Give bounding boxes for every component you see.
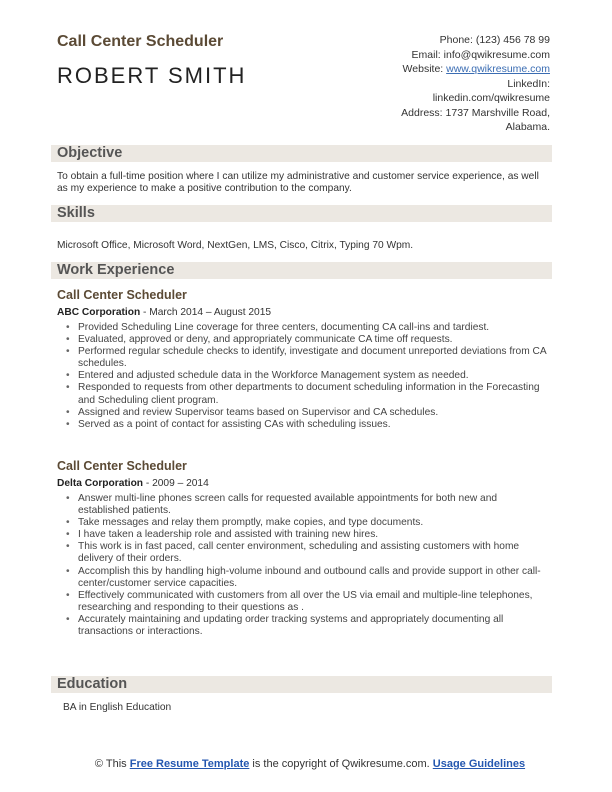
candidate-name: ROBERT SMITH [57,63,247,88]
website-link[interactable]: www.qwikresume.com [446,63,550,75]
work-heading: Work Experience [57,262,175,278]
list-item: • Assigned and review Supervisor teams based on Supervisor and CA schedules. [66,407,550,419]
job-2-company: Delta Corporation [57,478,144,489]
linkedin-value: linkedin.com/qwikresume [432,92,550,104]
list-item: • Effectively communicated with customers from all over the US via email and multiple-line telephones, researching and responding to their questions as . [66,590,550,614]
objective-heading: Objective [57,145,123,161]
list-item: • Evaluated, approved or deny, and appropriately communicate CA time off requests. [66,334,550,346]
job-1-title: Call Center Scheduler [57,288,187,302]
email-value: info@qwikresume.com [443,48,550,61]
free-resume-template-link[interactable]: Free Resume Template [129,758,250,770]
list-item: • This work is in fast paced, call center environment, scheduling and assisting customers with home delivery of their orders. [66,541,550,565]
job-1-bullets [66,322,550,431]
job-1-company-line [57,307,271,318]
phone-label: Phone: [439,34,473,46]
website-label: Website: [402,63,444,75]
contact-address [310,106,550,121]
list-item: • Take messages and relay them promptly, make copies, and type documents. [66,517,550,529]
skills-section-header [51,205,552,222]
usage-guidelines-link[interactable]: Usage Guidelines [432,758,526,770]
skills-heading: Skills [57,205,95,221]
education-heading: Education [57,676,128,692]
copyright-footer [80,757,540,771]
list-item: • Provided Scheduling Line coverage for three centers, documenting CA call-ins and tardiest. [66,322,550,334]
list-item: • Performed regular schedule checks to identify, investigate and document unreported deviations from CA schedules. [66,346,550,370]
contact-website [310,62,550,77]
footer-middle: is the copyright of Qwikresume.com. [249,758,433,770]
contact-phone [310,33,550,48]
objective-section-header [51,145,552,162]
job-2-company-line [57,478,209,489]
footer-prefix: © This [94,758,130,770]
skills-text: Microsoft Office, Microsoft Word, NextGen, LMS, Cisco, Citrix, Typing 70 Wpm. [57,240,414,251]
education-text: BA in English Education [63,702,172,713]
job-1-dates: - March 2014 – August 2015 [140,307,272,318]
contact-email [310,48,550,63]
address-label: Address: [401,106,443,119]
list-item: • I have taken a leadership role and assisted with training new hires. [66,529,550,541]
job-2-title: Call Center Scheduler [57,459,187,473]
work-section-header [51,262,552,279]
list-item: • Entered and adjusted schedule data in the Workforce Management system as needed. [66,370,550,382]
list-item: • Accurately maintaining and updating order tracking systems and appropriately documenting all transactions or interactions. [66,614,550,638]
address-line-2: Alabama. [505,121,550,133]
list-item: • Accomplish this by handling high-volume inbound and outbound calls and provide support in other call-center/customer service capacities. [66,566,550,590]
address-line-1: 1737 Marshville Road, [445,106,550,119]
contact-block [310,33,550,135]
job-2-dates: - 2009 – 2014 [143,478,209,489]
linkedin-label: LinkedIn: [507,77,550,90]
objective-text: To obtain a full-time position where I can utilize my administrative and customer service experience, as well as my experience to make a positive contribution to the company. [57,171,539,194]
list-item: • Responded to requests from other departments to document scheduling information in the Forecasting and Scheduling client program. [66,382,550,406]
job-2-bullets [66,493,550,638]
list-item: • Answer multi-line phones screen calls for requested available appointments for both new and established patients. [66,493,550,517]
email-label: Email: [411,48,441,61]
resume-job-title: Call Center Scheduler [57,33,224,50]
phone-value: (123) 456 78 99 [475,34,550,46]
education-section-header [51,676,552,693]
job-1-company: ABC Corporation [57,307,141,318]
list-item: • Served as a point of contact for assisting CAs with scheduling issues. [66,419,550,431]
